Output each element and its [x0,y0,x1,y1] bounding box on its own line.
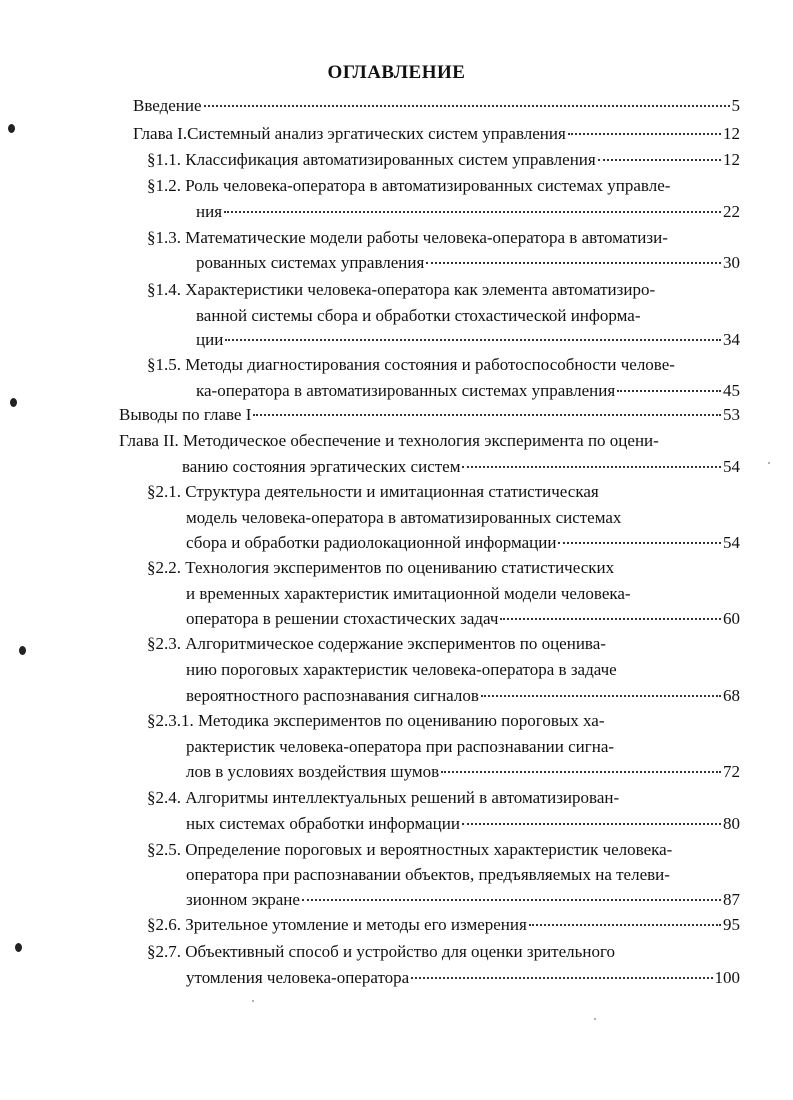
scan-mark [19,646,26,655]
toc-page-number: 100 [714,968,740,987]
toc-entry-2-1-line2[interactable]: модель человека-оператора в автоматизированных системах [186,508,622,527]
scan-speck [594,1018,596,1020]
leader-dots [598,159,721,161]
scan-speck [768,462,770,464]
toc-page-number: 12 [723,150,740,169]
toc-page-number: 5 [731,96,740,115]
leader-dots [500,618,721,620]
leader-dots [441,771,721,773]
toc-entry-text: оператора в решении стохастических задач [186,609,499,628]
toc-entry-text: Введение [133,96,202,115]
toc-page-number: 54 [723,457,740,476]
leader-dots [225,339,721,341]
toc-entry-1-5-line1[interactable]: §1.5. Методы диагностирования состояния и работоспособности челове- [147,355,675,374]
toc-page-number: 68 [723,686,740,705]
toc-entry-text: Глава I.Системный анализ эргатических систем управления [133,124,566,143]
toc-entry-1-4-line2[interactable]: ванной системы сбора и обработки стохастической информа- [196,306,641,325]
toc-page-number: 87 [723,890,740,909]
toc-page-number: 72 [723,762,740,781]
toc-entry-chapter-2-line1[interactable]: Глава II. Методическое обеспечение и технология эксперимента по оцени- [119,431,659,450]
leader-dots [617,390,721,392]
toc-entry-text: §2.6. Зрительное утомление и методы его измерения [147,915,527,934]
toc-page-number: 53 [723,405,740,424]
leader-dots [253,414,721,416]
toc-entry-text: рованных системах управления [196,253,425,272]
leader-dots [568,133,721,135]
toc-entry-2-1-line1[interactable]: §2.1. Структура деятельности и имитационная статистическая [147,482,599,501]
leader-dots [426,262,721,264]
toc-entry-1-5[interactable] [196,381,740,401]
toc-entry-2-2[interactable] [186,609,740,629]
toc-entry-2-7[interactable] [186,968,740,988]
toc-entry-2-2-line2[interactable]: и временных характеристик имитационной модели человека- [186,584,631,603]
scan-speck [252,1000,254,1002]
toc-entry-2-4-line1[interactable]: §2.4. Алгоритмы интеллектуальных решений в автоматизирован- [147,788,620,807]
toc-entry-1-3-line1[interactable]: §1.3. Математические модели работы человека-оператора в автоматизи- [147,228,668,247]
leader-dots [529,924,721,926]
toc-entry-chapter-2[interactable] [182,457,740,477]
toc-entry-chapter-1[interactable] [133,124,740,144]
leader-dots [462,823,721,825]
page-title: ОГЛАВЛЕНИЕ [327,62,466,83]
toc-entry-2-3-1[interactable] [186,762,740,782]
scan-mark [15,943,22,952]
toc-entry-text: сбора и обработки радиолокационной информации [186,533,557,552]
leader-dots [462,466,721,468]
toc-page-number: 12 [723,124,740,143]
toc-entry-1-1[interactable] [147,150,740,170]
toc-page-number: 45 [723,381,740,400]
toc-entry-2-3-line2[interactable]: нию пороговых характеристик человека-оператора в задаче [186,660,617,679]
toc-entry-2-5-line2[interactable]: оператора при распознавании объектов, предъявляемых на телеви- [186,865,670,884]
toc-entry-2-7-line1[interactable]: §2.7. Объективный способ и устройство для оценки зрительного [147,942,616,961]
toc-entry-conclusions-1[interactable] [119,405,740,425]
toc-entry-1-2[interactable] [196,202,740,222]
toc-entry-1-3[interactable] [196,253,740,273]
toc-entry-text: ка-оператора в автоматизированных системах управления [196,381,616,400]
scan-mark [10,398,17,407]
toc-entry-2-5-line1[interactable]: §2.5. Определение пороговых и вероятностных характеристик человека- [147,840,673,859]
toc-entry-text: лов в условиях воздействия шумов [186,762,440,781]
toc-page-number: 95 [723,915,740,934]
toc-entry-1-4[interactable] [196,330,740,350]
leader-dots [224,211,721,213]
toc-page-number: 22 [723,202,740,221]
toc-entry-text: ных системах обработки информации [186,814,460,833]
leader-dots [302,899,721,901]
toc-entry-text: Выводы по главе I [119,405,252,424]
toc-entry-2-1[interactable] [186,533,740,553]
toc-entry-text: утомления человека-оператора [186,968,410,987]
toc-entry-2-3[interactable] [186,686,740,706]
toc-entry-2-6[interactable] [147,915,740,935]
toc-entry-text: §1.1. Классификация автоматизированных систем управления [147,150,596,169]
leader-dots [481,695,721,697]
toc-entry-2-4[interactable] [186,814,740,834]
toc-entry-text: ции [196,330,224,349]
leader-dots [411,977,712,979]
toc-entry-text: зионном экране [186,890,300,909]
scan-mark [8,124,15,133]
leader-dots [204,105,730,107]
toc-entry-1-4-line1[interactable]: §1.4. Характеристики человека-оператора как элемента автоматизиро- [147,280,656,299]
toc-entry-1-2-line1[interactable]: §1.2. Роль человека-оператора в автоматизированных системах управле- [147,176,671,195]
toc-entry-2-3-1-line2[interactable]: рактеристик человека-оператора при распознавании сигна- [186,737,615,756]
toc-entry-text: вероятностного распознавания сигналов [186,686,479,705]
toc-entry-2-5[interactable] [186,890,740,910]
toc-entry-2-3-line1[interactable]: §2.3. Алгоритмическое содержание экспериментов по оценива- [147,634,606,653]
toc-page-number: 34 [723,330,740,349]
leader-dots [558,542,721,544]
toc-page-number: 54 [723,533,740,552]
toc-page-number: 60 [723,609,740,628]
toc-entry-2-2-line1[interactable]: §2.2. Технология экспериментов по оцениванию статистических [147,558,615,577]
toc-entry-2-3-1-line1[interactable]: §2.3.1. Методика экспериментов по оцениванию пороговых ха- [147,711,605,730]
toc-entry-text: ния [196,202,223,221]
toc-entry-text: ванию состояния эргатических систем [182,457,461,476]
toc-page-number: 30 [723,253,740,272]
toc-entry-intro[interactable] [133,96,740,116]
toc-page-number: 80 [723,814,740,833]
